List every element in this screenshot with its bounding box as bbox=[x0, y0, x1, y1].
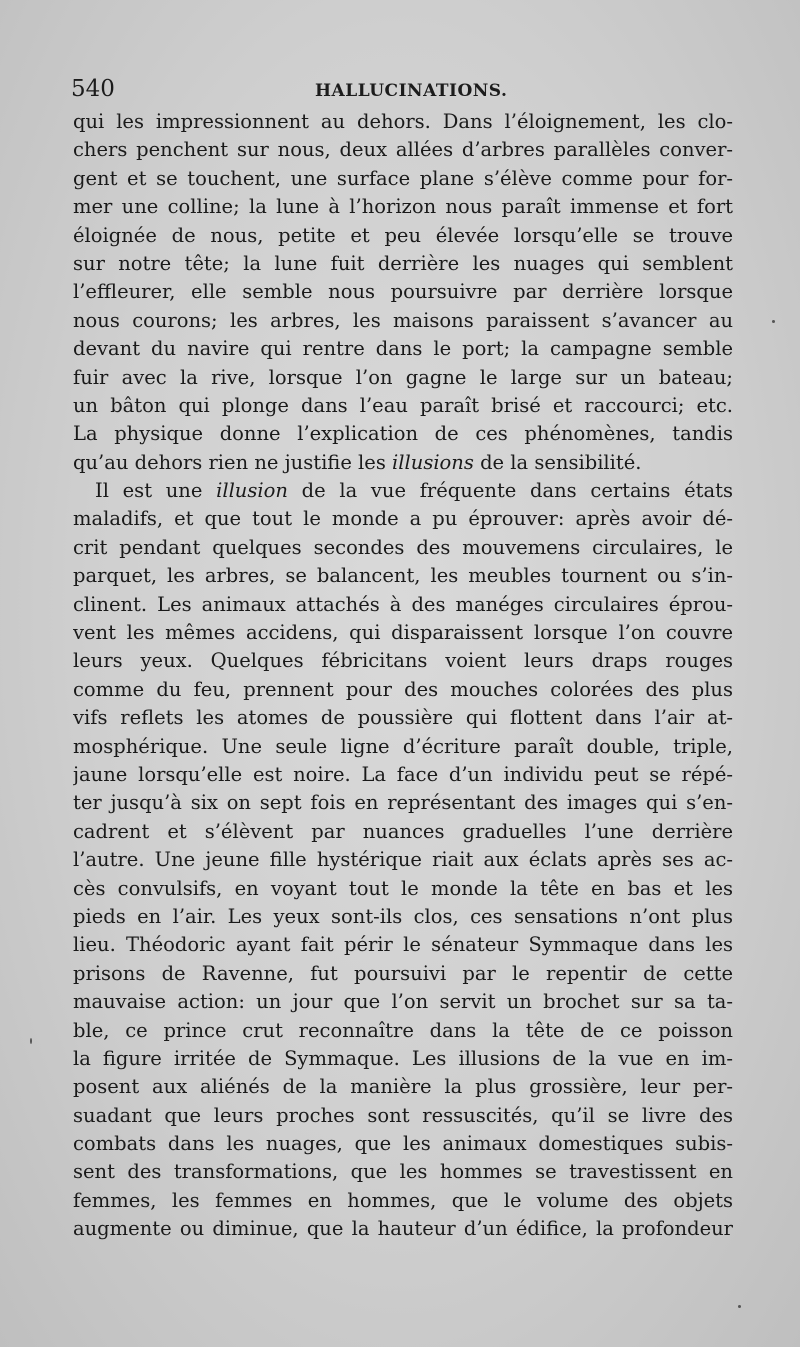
text-run: éloignée de nous, petite et peu élevée lorsqu’elle se trouve bbox=[73, 223, 733, 247]
text-run: La physique donne l’explication de ces phénomènes, tandis bbox=[73, 422, 733, 446]
text-line bbox=[73, 193, 733, 221]
text-run: de la vue fréquente dans certains états bbox=[287, 479, 733, 503]
text-line bbox=[73, 534, 733, 562]
text-run: la figure irritée de Symmaque. Les illusions de la vue en im- bbox=[73, 1046, 733, 1070]
text-run: mosphérique. Une seule ligne d’écriture paraît double, triple, bbox=[73, 734, 733, 758]
running-title: HALLUCINATIONS. bbox=[315, 81, 508, 101]
text-run: jaune lorsqu’elle est noire. La face d’un individu peut se répé- bbox=[73, 762, 733, 786]
text-run: fuir avec la rive, lorsque l’on gagne le large sur un bateau; bbox=[73, 365, 733, 389]
text-line bbox=[73, 307, 733, 335]
text-run: mauvaise action: un jour que l’on servit un brochet sur sa ta- bbox=[73, 990, 733, 1014]
text-line bbox=[73, 1158, 733, 1186]
text-line bbox=[73, 846, 733, 874]
text-line bbox=[73, 931, 733, 959]
text-line bbox=[73, 250, 733, 278]
page-number: 540 bbox=[71, 76, 115, 102]
text-run: chers penchent sur nous, deux allées d’arbres parallèles conver- bbox=[73, 138, 733, 162]
text-line bbox=[73, 165, 733, 193]
text-line bbox=[73, 364, 733, 392]
text-line bbox=[73, 619, 733, 647]
text-run: clinent. Les animaux attachés à des manéges circulaires éprou- bbox=[73, 592, 733, 616]
text-run: crit pendant quelques secondes des mouvemens circulaires, le bbox=[73, 535, 733, 559]
running-head bbox=[71, 72, 721, 106]
text-run: vifs reflets les atomes de poussière qui flottent dans l’air at- bbox=[73, 706, 733, 730]
text-run: qui les impressionnent au dehors. Dans l’éloignement, les clo- bbox=[73, 110, 733, 133]
text-line bbox=[73, 676, 733, 704]
paper-speck bbox=[772, 320, 775, 323]
text-line bbox=[73, 1130, 733, 1158]
text-run: ble, ce prince crut reconnaître dans la tête de ce poisson bbox=[73, 1018, 733, 1042]
text-run: combats dans les nuages, que les animaux domestiques subis- bbox=[73, 1132, 733, 1156]
italic-term: illusions bbox=[392, 450, 474, 474]
paragraph bbox=[73, 477, 733, 1244]
text-line bbox=[73, 1073, 733, 1101]
text-run: de la sensibilité. bbox=[473, 450, 642, 474]
text-line bbox=[73, 1102, 733, 1130]
text-run: sur notre tête; la lune fuit derrière les nuages qui semblent bbox=[73, 251, 733, 275]
text-run: nous courons; les arbres, les maisons paraissent s’avancer au bbox=[73, 308, 733, 332]
text-run: femmes, les femmes en hommes, que le volume des objets bbox=[73, 1188, 733, 1212]
text-run: l’autre. Une jeune fille hystérique riait aux éclats après ses ac- bbox=[73, 848, 733, 872]
text-line bbox=[73, 136, 733, 164]
text-line bbox=[73, 477, 733, 505]
text-line bbox=[73, 505, 733, 533]
text-run: posent aux aliénés de la manière la plus grossière, leur per- bbox=[73, 1075, 733, 1099]
paragraph bbox=[73, 108, 733, 477]
text-run: Il est une bbox=[95, 479, 217, 503]
text-run: gent et se touchent, une surface plane s’élève comme pour for- bbox=[73, 166, 733, 190]
text-line bbox=[73, 591, 733, 619]
text-line bbox=[73, 960, 733, 988]
text-run: cadrent et s’élèvent par nuances graduelles l’une derrière bbox=[73, 819, 733, 843]
text-run: maladifs, et que tout le monde a pu éprouver: après avoir dé- bbox=[73, 507, 733, 531]
text-line bbox=[73, 818, 733, 846]
italic-term: illusion bbox=[216, 479, 288, 503]
text-run: suadant que leurs proches sont ressuscités, qu’il se livre des bbox=[73, 1103, 733, 1127]
text-line bbox=[73, 1045, 733, 1073]
text-line bbox=[73, 875, 733, 903]
text-run: augmente ou diminue, que la hauteur d’un édifice, la profondeur bbox=[73, 1217, 733, 1241]
text-run: l’effleurer, elle semble nous poursuivre par derrière lorsque bbox=[73, 280, 733, 304]
text-run: ter jusqu’à six on sept fois en représentant des images qui s’en- bbox=[73, 791, 733, 815]
paper-speck bbox=[30, 1038, 32, 1044]
text-run: parquet, les arbres, se balancent, les meubles tournent ou s’in- bbox=[73, 564, 733, 588]
text-line bbox=[73, 562, 733, 590]
text-line bbox=[73, 903, 733, 931]
text-line bbox=[73, 420, 733, 448]
text-line bbox=[73, 988, 733, 1016]
text-line bbox=[73, 789, 733, 817]
text-line bbox=[73, 108, 733, 136]
text-run: mer une colline; la lune à l’horizon nous paraît immense et fort bbox=[73, 195, 733, 219]
text-line bbox=[73, 647, 733, 675]
text-line bbox=[73, 1017, 733, 1045]
text-run: un bâton qui plonge dans l’eau paraît brisé et raccourci; etc. bbox=[73, 393, 733, 417]
text-run: cès convulsifs, en voyant tout le monde la tête en bas et les bbox=[73, 876, 733, 900]
text-run: qu’au dehors rien ne justifie les bbox=[73, 450, 393, 474]
text-run: lieu. Théodoric ayant fait périr le sénateur Symmaque dans les bbox=[73, 933, 733, 957]
text-line bbox=[73, 1215, 733, 1243]
text-line bbox=[73, 278, 733, 306]
text-line bbox=[73, 392, 733, 420]
text-run: pieds en l’air. Les yeux sont-ils clos, ces sensations n’ont plus bbox=[73, 904, 733, 928]
text-run: vent les mêmes accidens, qui disparaissent lorsque l’on couvre bbox=[73, 621, 733, 645]
text-line bbox=[73, 1187, 733, 1215]
text-run: leurs yeux. Quelques fébricitans voient leurs draps rouges bbox=[73, 649, 733, 673]
text-run: prisons de Ravenne, fut poursuivi par le repentir de cette bbox=[73, 961, 733, 985]
text-line bbox=[73, 704, 733, 732]
paper-speck bbox=[738, 1305, 741, 1308]
text-line bbox=[73, 761, 733, 789]
text-line bbox=[73, 335, 733, 363]
text-line bbox=[73, 449, 733, 477]
text-run: devant du navire qui rentre dans le port; la campagne semble bbox=[73, 337, 733, 361]
text-line bbox=[73, 222, 733, 250]
body-text bbox=[73, 108, 733, 1244]
text-run: sent des transformations, que les hommes se travestissent en bbox=[73, 1160, 733, 1184]
text-line bbox=[73, 733, 733, 761]
text-run: comme du feu, prennent pour des mouches colorées des plus bbox=[73, 677, 733, 701]
